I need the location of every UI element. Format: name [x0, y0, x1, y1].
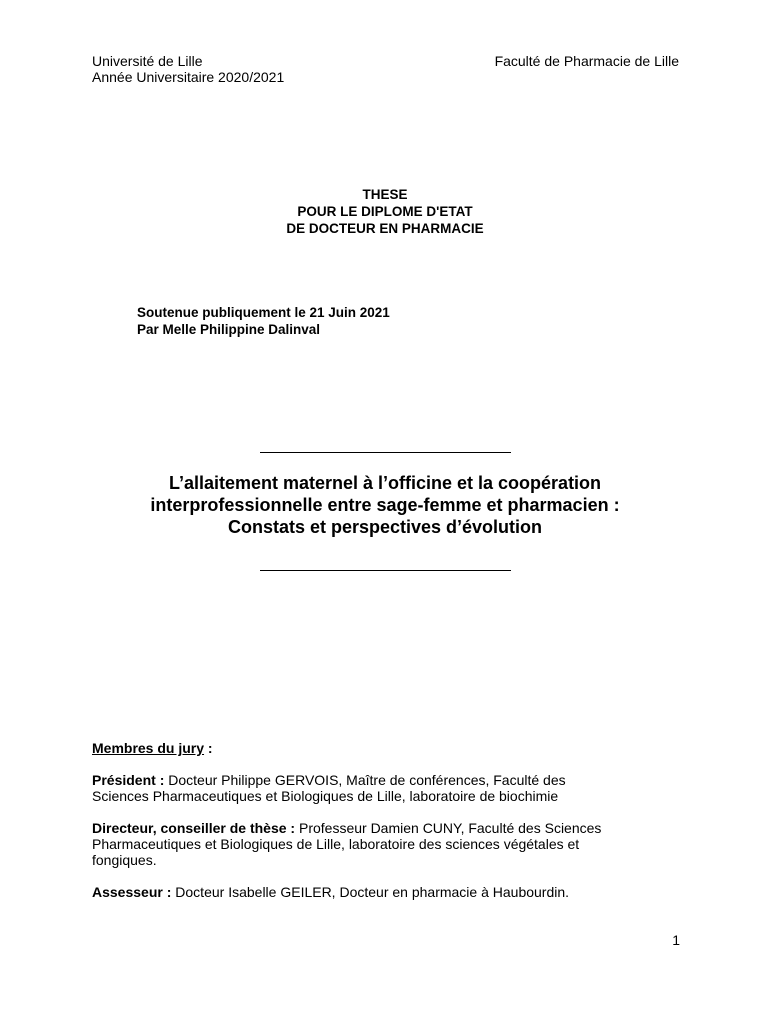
title-line-1: L’allaitement maternel à l’officine et la coopération [168, 473, 602, 493]
jury-heading-colon: : [204, 740, 213, 756]
jury-heading [92, 740, 682, 756]
jury-member-assessor [92, 884, 682, 900]
thesis-line-1: THESE [362, 187, 408, 202]
jury-member-text: Sciences Pharmaceutiques et Biologiques de Lille, laboratoire de biochimie [92, 788, 559, 804]
thesis-line-3: DE DOCTEUR EN PHARMACIE [286, 221, 484, 236]
title-line-3: Constats et perspectives d’évolution [227, 517, 543, 537]
jury-member-text: Pharmaceutiques et Biologiques de Lille, laboratoire des sciences végétales et [92, 836, 580, 852]
jury-member-text: Professeur Damien CUNY, Faculté des Sciences [295, 820, 602, 836]
jury-role-director: Directeur, conseiller de thèse : [92, 820, 296, 836]
header-right [474, 53, 679, 69]
jury-role-assessor: Assesseur : [92, 884, 172, 900]
jury-member-director [92, 820, 682, 868]
academic-year: Année Universitaire 2020/2021 [92, 69, 285, 85]
thesis-title [0, 472, 770, 538]
faculty-name: Faculté de Pharmacie de Lille [494, 53, 679, 69]
title-bottom-rule [260, 570, 511, 571]
author-name: Par Melle Philippine Dalinval [137, 322, 321, 337]
jury-heading-label: Membres du jury [92, 740, 205, 756]
jury-member-text: Docteur Philippe GERVOIS, Maître de conférences, Faculté des [164, 772, 566, 788]
jury-section [92, 740, 682, 916]
thesis-line-2: POUR LE DIPLOME D'ETAT [297, 204, 473, 219]
university-name: Université de Lille [92, 53, 203, 69]
jury-member-text: fongiques. [92, 852, 157, 868]
page-number: 1 [672, 932, 680, 948]
title-line-2: interprofessionnelle entre sage-femme et pharmacien : [150, 495, 620, 515]
thesis-heading [0, 186, 770, 237]
defense-info [137, 304, 390, 338]
header-left [92, 53, 284, 85]
jury-member-text: Docteur Isabelle GEILER, Docteur en pharmacie à Haubourdin. [171, 884, 570, 900]
defense-date: Soutenue publiquement le 21 Juin 2021 [137, 305, 390, 320]
jury-member-president [92, 772, 682, 804]
title-top-rule [260, 452, 511, 453]
jury-role-president: Président : [92, 772, 165, 788]
